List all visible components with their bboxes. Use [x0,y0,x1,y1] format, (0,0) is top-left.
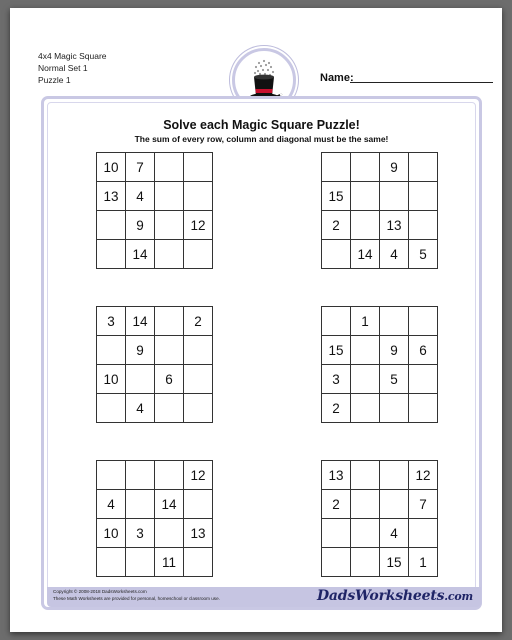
grid-cell[interactable]: 13 [97,182,126,211]
grid-cell[interactable] [322,519,351,548]
grid-cell[interactable]: 2 [184,307,213,336]
grid-cell[interactable] [351,490,380,519]
usage-note: These Math Worksheets are provided for personal, homeschool or classroom use. [53,595,220,601]
copyright-notice [53,589,220,602]
grid-cell[interactable] [409,519,438,548]
grid-cell[interactable] [155,336,184,365]
grid-cell[interactable] [126,490,155,519]
grid-cell[interactable] [351,182,380,211]
brand-logo [317,588,473,604]
puzzle-title: Solve each Magic Square Puzzle! [163,118,360,132]
brand-suffix: .com [444,590,473,603]
grid-cell[interactable] [126,461,155,490]
grid-cell[interactable] [155,211,184,240]
grid-cell[interactable]: 7 [126,153,155,182]
grid-cell[interactable] [184,153,213,182]
grid-cell[interactable]: 5 [409,240,438,269]
grid-cell[interactable] [380,182,409,211]
grid-cell[interactable]: 4 [97,490,126,519]
grid-cell[interactable] [155,307,184,336]
grid-cell[interactable] [322,548,351,577]
grid-cell[interactable] [184,365,213,394]
grid-cell[interactable] [184,182,213,211]
grid-cell[interactable]: 15 [322,336,351,365]
magic-square-grid-4 [321,306,438,423]
grid-cell[interactable] [97,461,126,490]
grid-cell[interactable] [97,211,126,240]
worksheet-page [10,8,502,632]
grid-cell[interactable] [409,307,438,336]
grid-cell[interactable]: 12 [184,461,213,490]
grid-cell[interactable] [155,519,184,548]
grid-cell[interactable]: 10 [97,153,126,182]
grid-cell[interactable] [351,548,380,577]
grid-cell[interactable]: 4 [126,182,155,211]
grid-cell[interactable]: 14 [351,240,380,269]
grid-cell[interactable] [409,365,438,394]
grid-cell[interactable] [184,394,213,423]
name-label: Name: [320,72,354,84]
grid-cell[interactable] [97,336,126,365]
grid-cell[interactable] [184,490,213,519]
grid-cell[interactable] [351,461,380,490]
grid-cell[interactable]: 9 [126,211,155,240]
grid-cell[interactable] [351,336,380,365]
grid-cell[interactable] [322,307,351,336]
magic-square-grid-3 [96,306,213,423]
grid-cell[interactable]: 13 [380,211,409,240]
grid-cell[interactable]: 15 [322,182,351,211]
grid-cell[interactable]: 3 [126,519,155,548]
grid-cell[interactable] [184,548,213,577]
grid-cell[interactable] [155,394,184,423]
grid-cell[interactable]: 13 [322,461,351,490]
magic-square-grid-1 [96,152,213,269]
grid-cell[interactable]: 9 [380,336,409,365]
magic-square-grid-2 [321,152,438,269]
grid-cell[interactable]: 14 [155,490,184,519]
grid-cell[interactable] [351,211,380,240]
grid-cell[interactable] [97,394,126,423]
grid-cell[interactable]: 6 [409,336,438,365]
magic-square-grid-5 [96,460,213,577]
grid-cell[interactable] [351,394,380,423]
meta-puzzle-number: Puzzle 1 [38,75,71,85]
grid-cell[interactable]: 10 [97,365,126,394]
grid-cell[interactable]: 4 [380,240,409,269]
grid-cell[interactable] [155,240,184,269]
grid-cell[interactable] [380,307,409,336]
grid-cell[interactable] [409,211,438,240]
worksheet-meta [38,50,107,86]
grid-cell[interactable] [351,153,380,182]
grid-cell[interactable] [322,153,351,182]
grid-cell[interactable]: 9 [380,153,409,182]
grid-cell[interactable]: 10 [97,519,126,548]
copyright-line: Copyright © 2008-2018 DadsWorksheets.com [53,589,147,594]
grid-cell[interactable]: 1 [351,307,380,336]
grid-cell[interactable]: 3 [97,307,126,336]
grid-cell[interactable]: 4 [380,519,409,548]
grid-cell[interactable]: 6 [155,365,184,394]
grid-cell[interactable]: 14 [126,307,155,336]
grid-cell[interactable]: 4 [126,394,155,423]
grid-cell[interactable]: 2 [322,211,351,240]
grid-cell[interactable] [184,336,213,365]
grid-cell[interactable] [155,461,184,490]
puzzle-frame [41,96,482,610]
magic-square-grid-6 [321,460,438,577]
grid-cell[interactable]: 1 [409,548,438,577]
grid-cell[interactable] [184,240,213,269]
grid-cell[interactable] [409,394,438,423]
grid-cell[interactable]: 11 [155,548,184,577]
grid-cell[interactable]: 15 [380,548,409,577]
grid-cell[interactable] [380,490,409,519]
grid-cell[interactable] [351,365,380,394]
grid-cell[interactable]: 2 [322,394,351,423]
grid-cell[interactable] [351,519,380,548]
grid-cell[interactable] [97,240,126,269]
puzzle-instructions: The sum of every row, column and diagonal must be the same! [134,134,389,144]
grid-cell[interactable] [155,153,184,182]
meta-set: Normal Set 1 [38,63,88,73]
grid-cell[interactable]: 13 [184,519,213,548]
meta-worksheet-type: 4x4 Magic Square [38,51,107,61]
grid-cell[interactable]: 3 [322,365,351,394]
grid-cell[interactable] [380,394,409,423]
footer-band [47,587,481,607]
grid-cell[interactable] [322,240,351,269]
grid-cell[interactable] [409,153,438,182]
name-entry-line[interactable] [350,82,493,83]
brand-name: DadsWorksheets [316,588,445,604]
grid-cell[interactable] [97,548,126,577]
grid-cell[interactable] [126,548,155,577]
grid-cell[interactable] [409,182,438,211]
grid-cell[interactable]: 2 [322,490,351,519]
grid-cell[interactable]: 9 [126,336,155,365]
grid-cell[interactable] [126,365,155,394]
grid-cell[interactable]: 5 [380,365,409,394]
grid-cell[interactable] [380,461,409,490]
grid-cell[interactable]: 7 [409,490,438,519]
grid-cell[interactable]: 12 [184,211,213,240]
grid-cell[interactable] [155,182,184,211]
grid-cell[interactable]: 12 [409,461,438,490]
grid-cell[interactable]: 14 [126,240,155,269]
